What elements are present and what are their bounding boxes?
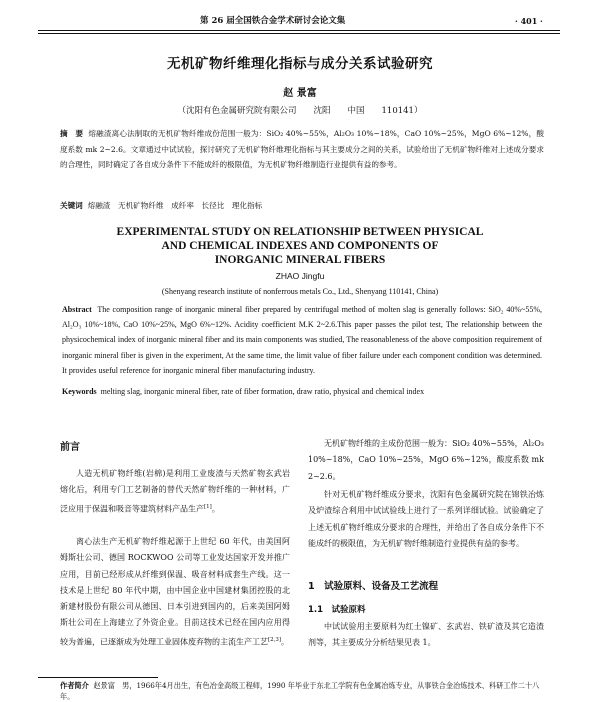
- page-number: · 401 ·: [515, 16, 543, 26]
- preface-p1-end: 。: [211, 504, 220, 514]
- keywords-en-label: Keywords: [62, 387, 97, 396]
- section-1-1-text: 中试试验用主要原料为红土镍矿、玄武岩、铁矿渣及其它造渣剂等，其主要成分分析结果见表 1。: [308, 622, 544, 648]
- keywords-en: [62, 384, 542, 399]
- keywords-cn: [60, 198, 544, 214]
- study-paragraph: 针对无机矿物纤维成分要求，沈阳有色金属研究院在锦铁冶炼及炉渣综合利用中试试验线上进行了一系列详细试验。试验确定了上述无机矿物纤维成分要求的合理性，并给出了各自成分条件下不能成纤的极限值，为无机矿物纤维制造行业提供有益的参考。: [308, 490, 544, 548]
- header-rule-thin: [38, 33, 560, 34]
- keywords-cn-text: 熔融渣 无机矿物纤维 成纤率 长径比 理化指标: [87, 201, 263, 210]
- keywords-en-text: melting slag, inorganic mineral fiber, rate of fiber formation, draw ratio, physical and chemical index: [100, 387, 425, 396]
- section-1-heading: 1 试验原料、设备及工艺流程: [308, 581, 439, 592]
- author-en: ZHAO Jingfu: [275, 271, 325, 281]
- paper-title-en: [40, 225, 560, 267]
- author-bio-label: 作者简介: [60, 681, 89, 690]
- abstract-cn-text: 熔融渣离心法制取的无机矿物纤维成份范围一般为：SiO₂ 40%~55%，Al₂O₃ 10%~18%，CaO 10%~25%，MgO 6%~12%，酸度系数 mk 2~2.6。文章通过中试试验，探讨研究了无机矿物纤维理化指标与其主要成分之间的关系，试验给出了无机矿物纤维对上述成分要求的合理性，同时确定了各自成分条件下不能成纤的极限值，为无机矿物纤维制造行业提供有益的参考。: [60, 129, 545, 169]
- preface-p2-end: 。: [281, 637, 290, 647]
- author-bio-text: 赵景富 男，1966年4月出生，有色冶金高级工程师，1990 年毕业于东北工学院有色金属冶炼专业，从事铁合金冶炼技术、科研工作二十八年。: [60, 681, 540, 701]
- keywords-cn-label: 关键词: [60, 201, 83, 210]
- composition-paragraph: 无机矿物纤维的主成份范围一般为：SiO₂ 40%~55%，Al₂O₃ 10%~18%，CaO 10%~25%，MgO 6%~12%，酸度系数 mk 2~2.6。: [308, 439, 544, 481]
- header-rule: [38, 30, 560, 31]
- footnote-rule: [38, 677, 158, 678]
- title-en-line-3: INORGANIC MINERAL FIBERS: [214, 254, 386, 266]
- author-cn: 赵 景富: [283, 88, 317, 99]
- abstract-en-text: The composition range of inorganic mineral fiber prepared by centrifugal method of molten slag is generally follows: SiO₂ 40%~55%, Al₂O₃ 10%~18%, CaO 10%~25%, MgO 6%~12%. Acidity coefficient M.K 2~2.6.This paper passes the pilot test, The relationship between the physicochemical index of inorganic mineral fiber and its main components was studied, The reasonableness of the above composition requirement of inorganic mineral fiber is given in the experiment, At the same time, the limit value of fiber failure under each component condition was determined. It provides useful reference for inorganic mineral fiber manufacturing industry.: [62, 305, 542, 375]
- citation-ref: [1]: [204, 503, 212, 510]
- abstract-en-label: Abstract: [62, 305, 92, 314]
- preface-p2-text: 离心法生产无机矿物纤维起源于上世纪 60 年代，由美国阿姆斯壮公司、德国 ROCKWOO 公司等工业发达国家开发并推广应用，目前已经形成从纤维到保温、吸音材料成套生产线。这一技术是上世纪 80 年代中期，由中国企业中国建材集团控股的北新建材股份有限公司从德国、日本引进到国内的，后来美国阿姆斯壮公司在上海建立了外资企业。目前这技术已经在国内应用得较为普遍，已逐渐成为处理工业固体废弃物的主流生产工艺: [60, 537, 290, 647]
- author-bio-footnote: [60, 680, 548, 702]
- affiliation-cn: （沈阳有色金属研究院有限公司 沈阳 中国 110141）: [177, 106, 423, 116]
- title-en-line-1: EXPERIMENTAL STUDY ON RELATIONSHIP BETWEEN PHYSICAL: [116, 226, 484, 238]
- abstract-en: [62, 302, 542, 378]
- abstract-cn-label: 摘 要: [60, 129, 84, 138]
- title-en-line-2: AND CHEMICAL INDEXES AND COMPONENTS OF: [161, 240, 439, 252]
- preface-p1-text: 人造无机矿物纤维(岩棉)是利用工业废渣与天然矿物玄武岩熔化后，利用专门工艺制备的替代天然矿物纤维的一种材料，广泛应用于保温和吸音等建筑材料产品生产: [60, 469, 290, 514]
- affiliation-en: (Shenyang research institute of nonferrous metals Co., Ltd., Shenyang 110141, China): [161, 287, 439, 296]
- preface-paragraph-2: [60, 534, 290, 651]
- paper-title-cn: 无机矿物纤维理化指标与成分关系试验研究: [167, 56, 433, 72]
- preface-paragraph-1: [60, 466, 290, 518]
- abstract-cn: [60, 126, 544, 173]
- citation-ref: [2,3]: [268, 636, 282, 643]
- running-title: 第 26 届全国铁合金学术研讨会论文集: [200, 16, 346, 26]
- preface-heading: 前言: [60, 442, 80, 453]
- section-1-1-heading: 1.1 试验原料: [308, 605, 366, 615]
